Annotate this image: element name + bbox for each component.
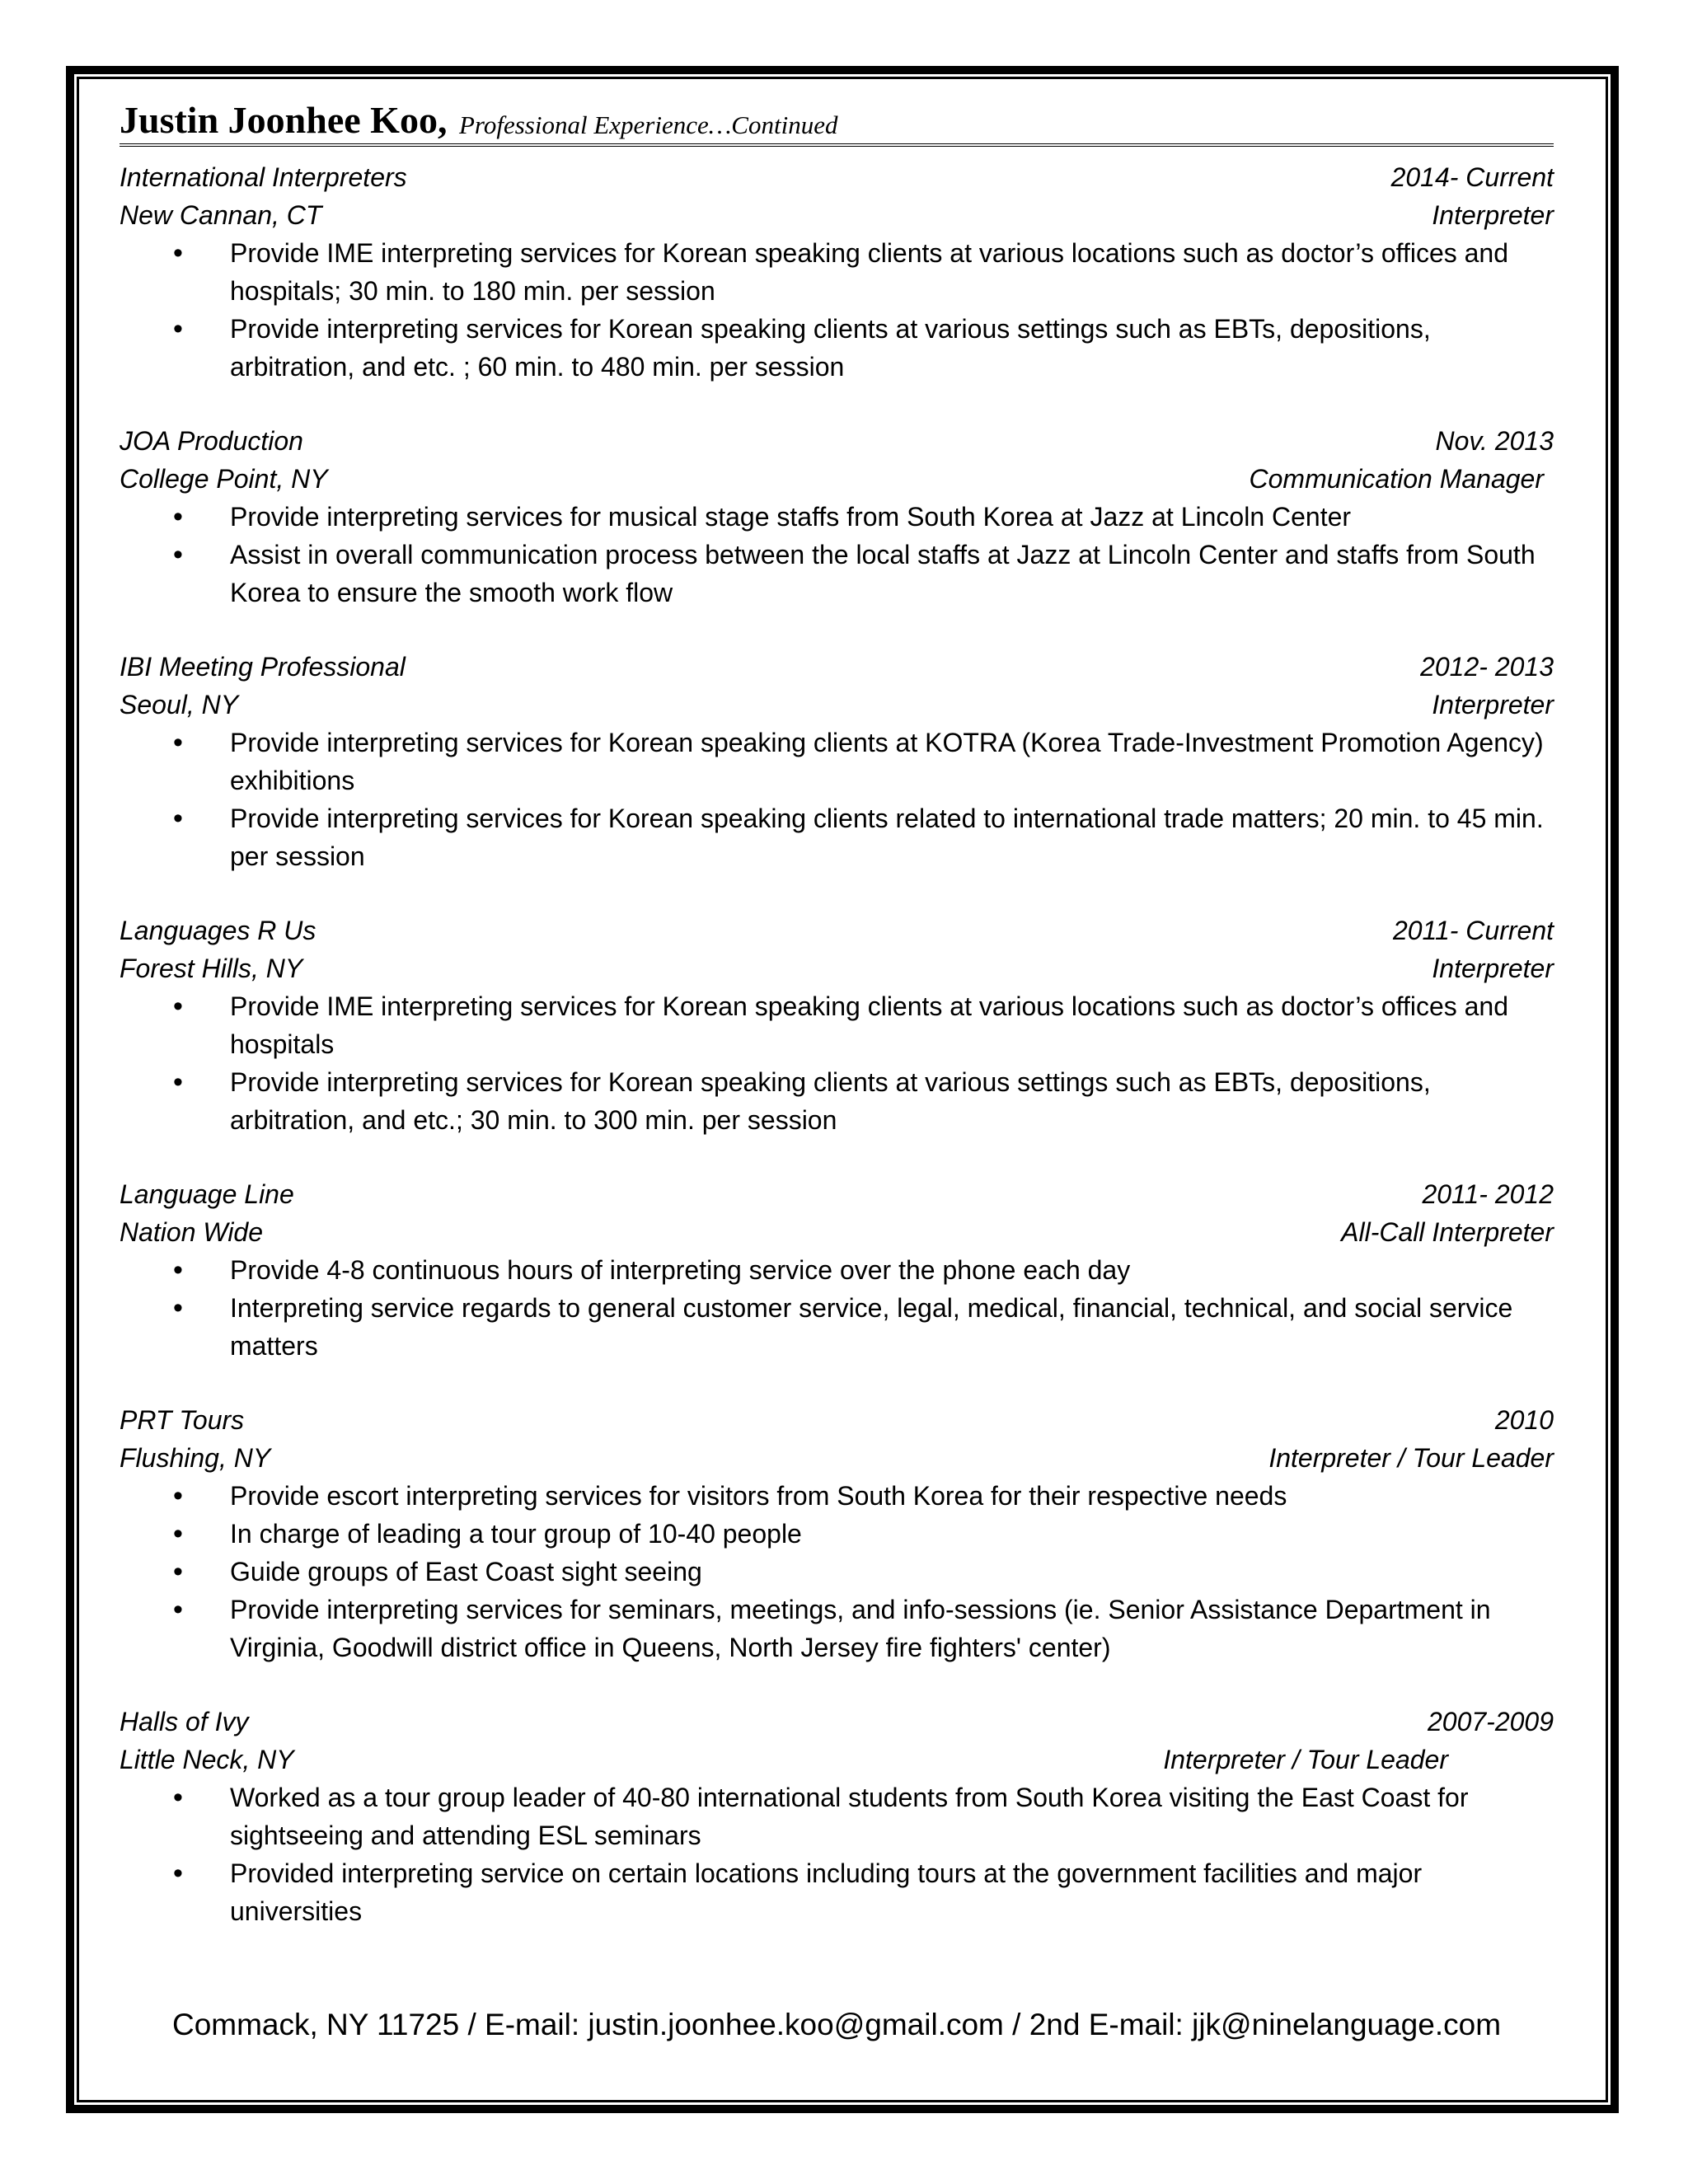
organization: Language Line [120,1179,294,1209]
duty-item: • Provide interpreting services for Korean speaking clients at various settings such as EBTs, depositions, arbitration, and etc.; 30 min. to 300 min. per session [120,1063,1554,1139]
contact-footer: Commack, NY 11725 / E-mail: justin.joonhee.koo@gmail.com / 2nd E-mail: jjk@ninelanguage.com [171,2008,1502,2041]
organization: PRT Tours [120,1405,245,1435]
duty-item: • Assist in overall communication process between the local staffs at Jazz at Lincoln Center and staffs from South Korea to ensure the smooth work flow [120,536,1554,612]
duties-list [120,1779,1554,1930]
candidate-name: Justin Joonhee Koo, [120,99,448,141]
location: New Cannan, CT [120,200,322,230]
duty-item: • Provide IME interpreting services for Korean speaking clients at various locations such as doctor’s offices and hospitals; 30 min. to 180 min. per session [120,234,1554,310]
duty-item: • Provide interpreting services for Korean speaking clients at various settings such as EBTs, depositions, arbitration, and etc. ; 60 min. to 480 min. per session [120,310,1554,386]
experience-list [120,158,1554,1930]
location: College Point, NY [120,464,328,494]
location: Forest Hills, NY [120,954,303,983]
location: Nation Wide [120,1217,264,1247]
job-title: All-Call Interpreter [1341,1217,1554,1247]
experience-entry [120,1401,1554,1666]
date-range: 2007-2009 [1427,1707,1554,1736]
date-range: 2014- Current [1390,162,1554,192]
duty-item: • Provide interpreting services for Korean speaking clients related to international trade matters; 20 min. to 45 min. per session [120,799,1554,875]
duty-item: • Provide IME interpreting services for Korean speaking clients at various locations such as doctor’s offices and hospitals [120,987,1554,1063]
duties-list [120,498,1554,612]
duty-item: • In charge of leading a tour group of 10-40 people [120,1515,1554,1553]
experience-entry [120,1175,1554,1365]
duties-list [120,234,1554,386]
organization: IBI Meeting Professional [120,652,406,682]
organization: International Interpreters [120,162,407,192]
organization: Languages R Us [120,916,316,945]
duty-item: • Interpreting service regards to general customer service, legal, medical, financial, technical, and social service matters [120,1289,1554,1365]
date-range: 2011- 2012 [1422,1179,1554,1209]
job-title: Interpreter [1432,200,1554,230]
job-title: Interpreter / Tour Leader [1163,1745,1448,1774]
section-subtitle: Professional Experience…Continued [459,110,838,139]
resume-page [120,97,1554,1966]
location: Seoul, NY [120,690,239,719]
experience-entry [120,158,1554,386]
date-range: 2012- 2013 [1420,652,1554,682]
date-range: 2010 [1494,1405,1554,1435]
experience-entry [120,648,1554,875]
duty-item: • Provided interpreting service on certain locations including tours at the government facilities and major universities [120,1854,1554,1930]
duties-list [120,1251,1554,1365]
job-title: Interpreter [1432,954,1554,983]
duties-list [120,724,1554,875]
duty-item: • Provide interpreting services for seminars, meetings, and info-sessions (ie. Senior Assistance Department in Virginia, Goodwill district office in Queens, North Jersey fire fighters' center) [120,1591,1554,1666]
organization: Halls of Ivy [120,1707,249,1736]
duty-item: • Worked as a tour group leader of 40-80 international students from South Korea visiting the East Coast for sightseeing and attending ESL seminars [120,1779,1554,1854]
experience-entry [120,912,1554,1139]
date-range: 2011- Current [1392,916,1554,945]
duties-list [120,1477,1554,1666]
page-header [120,97,1554,147]
experience-entry [120,1703,1554,1930]
duty-item: • Provide escort interpreting services for visitors from South Korea for their respective needs [120,1477,1554,1515]
location: Flushing, NY [120,1443,271,1473]
job-title: Communication Manager [1249,464,1544,494]
duties-list [120,987,1554,1139]
duty-item: • Guide groups of East Coast sight seeing [120,1553,1554,1591]
duty-item: • Provide interpreting services for Korean speaking clients at KOTRA (Korea Trade-Investment Promotion Agency) exhibitions [120,724,1554,799]
date-range: Nov. 2013 [1435,426,1554,456]
experience-entry [120,422,1554,612]
duty-item: • Provide 4-8 continuous hours of interpreting service over the phone each day [120,1251,1554,1289]
job-title: Interpreter / Tour Leader [1268,1443,1554,1473]
organization: JOA Production [120,426,303,456]
job-title: Interpreter [1432,690,1554,719]
duty-item: • Provide interpreting services for musical stage staffs from South Korea at Jazz at Lincoln Center [120,498,1554,536]
location: Little Neck, NY [120,1745,294,1774]
